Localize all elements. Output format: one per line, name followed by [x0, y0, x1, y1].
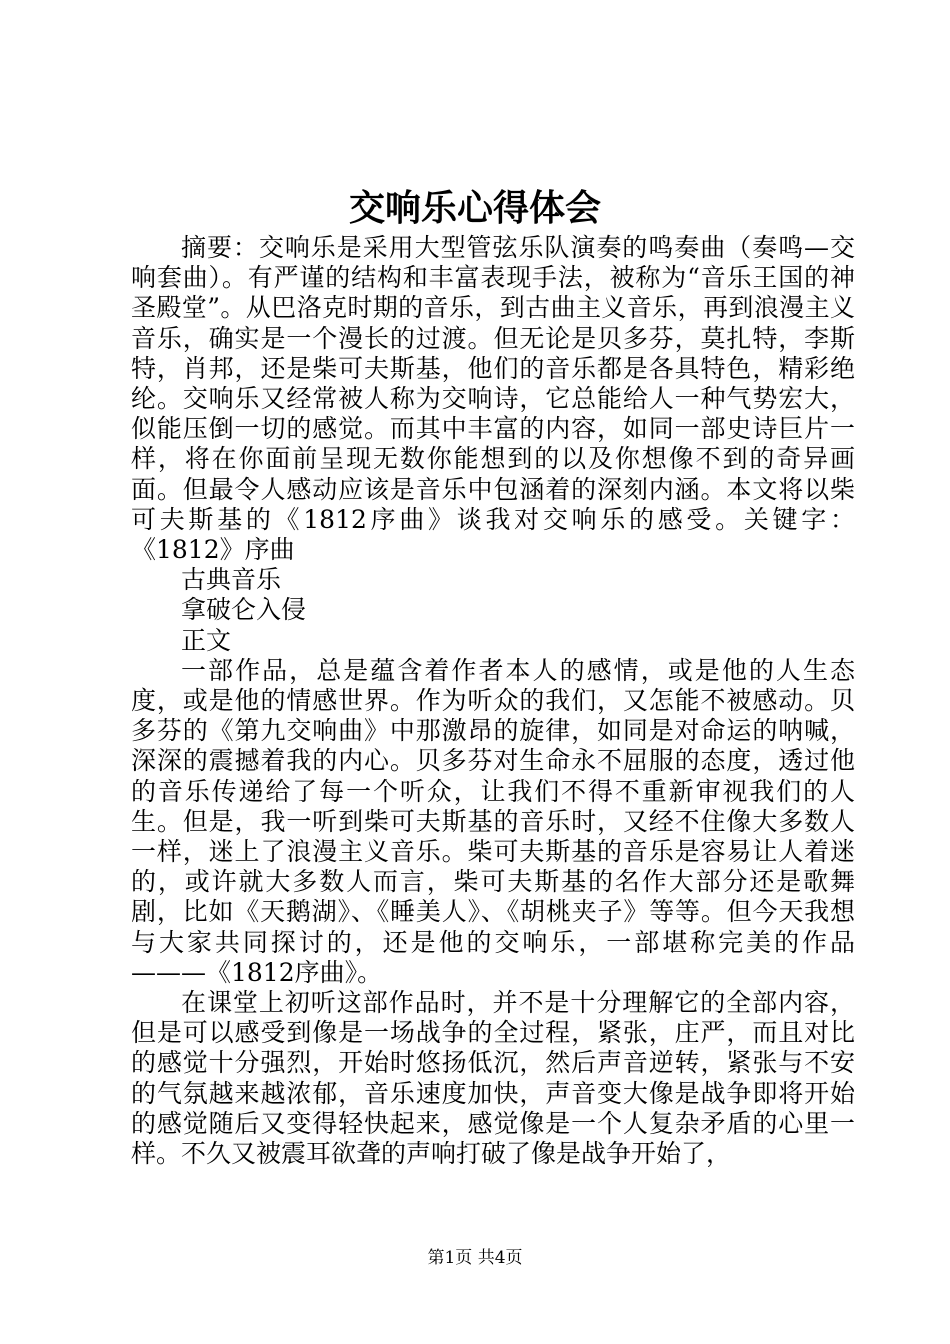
body-paragraph: 在课堂上初听这部作品时，并不是十分理解它的全部内容，但是可以感受到像是一场战争的全过程，紧张，庄严，而且对比的感觉十分强烈，开始时悠扬低沉，然后声音逆转，紧张与不安的气氛越来越浓郁，音乐速度加快，声音变大像是战争即将开始的感觉随后又变得轻快起来，感觉像是一个人复杂矛盾的心里一样。不久又被震耳欲聋的声响打破了像是战争开始了， [131, 988, 855, 1169]
keyword-line: 拿破仑入侵 [181, 595, 307, 625]
document-title: 交响乐心得体会 [348, 187, 601, 229]
keyword-line: 古典音乐 [181, 565, 282, 595]
abstract-paragraph: 摘要：交响乐是采用大型管弦乐队演奏的鸣奏曲（奏鸣—交响套曲）。有严谨的结构和丰富表现手法，被称为“音乐王国的神圣殿堂”。从巴洛克时期的音乐，到古曲主义音乐，再到浪漫主义音乐，确实是一个漫长的过渡。但无论是贝多芬，莫扎特，李斯特，肖邦，还是柴可夫斯基，他们的音乐都是各具特色，精彩绝纶。交响乐又经常被人称为交响诗，它总能给人一种气势宏大，似能压倒一切的感觉。而其中丰富的内容，如同一部史诗巨片一样，将在你面前呈现无数你能想到的以及你想像不到的奇异画面。但最令人感动应该是音乐中包涵着的深刻内涵。本文将以柴可夫斯基的《1812序曲》谈我对交响乐的感受。关键字：《1812》序曲 [131, 233, 855, 565]
body-paragraph: 一部作品，总是蕴含着作者本人的感情，或是他的人生态度，或是他的情感世界。作为听众的我们，又怎能不被感动。贝多芬的《第九交响曲》中那激昂的旋律，如同是对命运的呐喊，深深的震撼着我的内心。贝多芬对生命永不屈服的态度，透过他的音乐传递给了每一个听众，让我们不得不重新审视我们的人生。但是，我一听到柴可夫斯基的音乐时，又经不住像大多数人一样，迷上了浪漫主义音乐。柴可夫斯基的音乐是容易让人着迷的，或许就大多数人而言，柴可夫斯基的名作大部分还是歌舞剧，比如《天鹅湖》、《睡美人》、《胡桃夹子》等等。但今天我想与大家共同探讨的，还是他的交响乐，一部堪称完美的作品———《1812序曲》。 [131, 655, 855, 987]
page-footer: 第1页 共4页 [427, 1248, 523, 1268]
section-heading: 正文 [181, 625, 232, 655]
document-body [131, 233, 855, 1169]
